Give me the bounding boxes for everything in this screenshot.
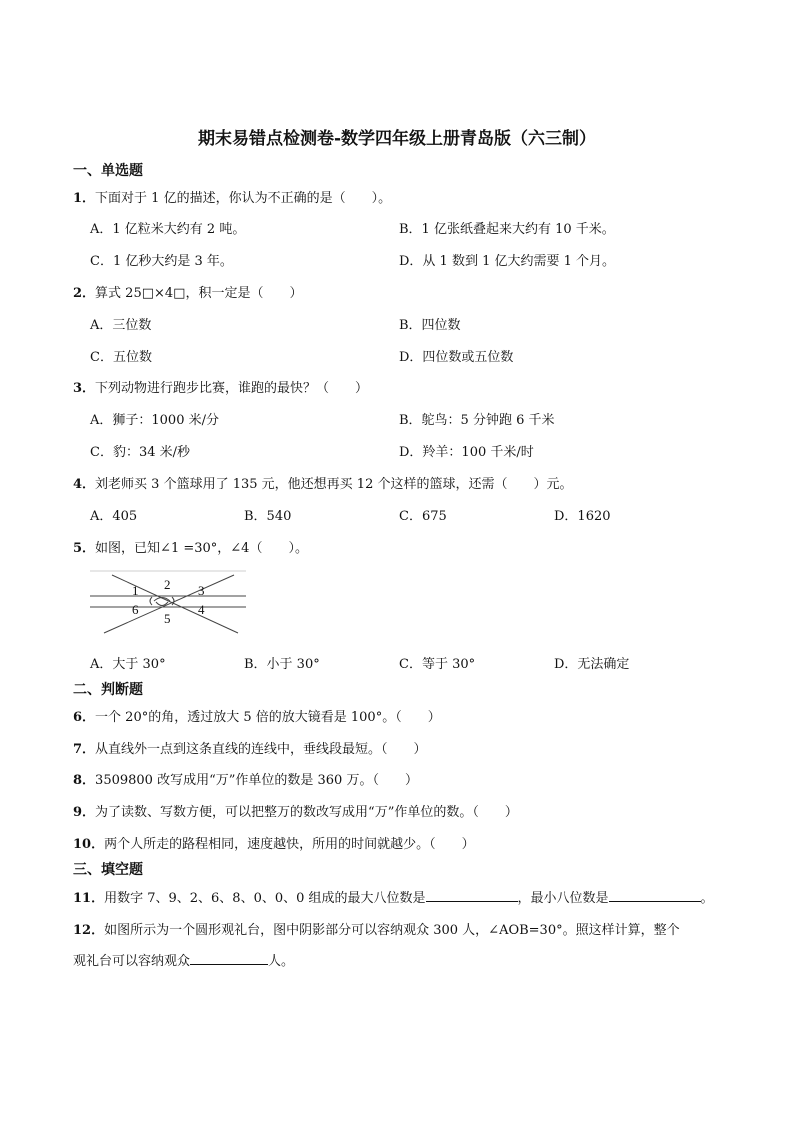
option-c: C．675 [399, 509, 447, 524]
option-a: A．三位数 [90, 318, 152, 333]
option-a: A．405 [90, 509, 138, 524]
question-text: 如图，已知∠1 =30°，∠4（ ）。 [95, 541, 308, 556]
question-12 [73, 919, 680, 938]
option-c: C．豹：34 米/秒 [90, 445, 191, 460]
option-a: A．大于 30° [90, 657, 166, 672]
question-text: 下面对于 1 亿的描述，你认为不正确的是（ ）。 [95, 191, 392, 206]
question-12-continued [73, 950, 294, 969]
angle-label-3: 3 [198, 583, 205, 598]
question-4 [73, 473, 572, 492]
question-number: 1． [73, 191, 96, 206]
angle-label-6: 6 [132, 602, 139, 617]
question-text: 观礼台可以容纳观众 [73, 954, 191, 969]
option-c: C．等于 30° [399, 657, 476, 672]
option-d: D．四位数或五位数 [399, 350, 514, 365]
question-number: 3． [73, 381, 96, 396]
question-11 [73, 887, 714, 906]
option-b: B．1 亿张纸叠起来大约有 10 千米。 [399, 222, 615, 237]
question-8 [73, 769, 418, 788]
question-text: 一个 20°的角，透过放大 5 倍的放大镜看是 100°。（ ） [95, 710, 441, 725]
question-text: 两个人所走的路程相同，速度越快，所用的时间就越少。（ ） [104, 837, 475, 852]
answer-blank[interactable] [190, 952, 268, 965]
question-6 [73, 706, 441, 725]
question-1 [73, 187, 391, 206]
section-heading-true-false: 二、判断题 [73, 682, 143, 698]
page-title: 期末易错点检测卷-数学四年级上册青岛版（六三制） [197, 129, 597, 149]
option-b: B．鸵鸟：5 分钟跑 6 千米 [399, 413, 555, 428]
option-c: C．五位数 [90, 350, 152, 365]
question-number: 11． [73, 891, 105, 906]
angle-arc [150, 597, 152, 605]
question-3 [73, 377, 368, 396]
angle-label-1: 1 [132, 583, 139, 598]
question-text: 从直线外一点到这条直线的连线中，垂线段最短。（ ） [95, 742, 427, 757]
question-number: 7． [73, 742, 96, 757]
question-text: 算式 25□×4□，积一定是（ ） [95, 286, 303, 301]
question-number: 10． [73, 837, 105, 852]
question-text: 3509800 改写成用“万”作单位的数是 360 万。（ ） [95, 773, 418, 788]
question-number: 9． [73, 805, 96, 820]
option-b: B．小于 30° [244, 657, 320, 672]
question-number: 2． [73, 286, 96, 301]
option-d: D．无法确定 [554, 657, 630, 672]
option-a: A．1 亿粒米大约有 2 吨。 [90, 222, 246, 237]
question-text: 人。 [268, 954, 295, 969]
question-2 [73, 282, 302, 301]
question-text: 用数字 7、9、2、6、8、0、0、0 组成的最大八位数是 [104, 891, 426, 906]
question-text: 。 [700, 891, 714, 906]
question-5 [73, 537, 308, 556]
question-text: 刘老师买 3 个篮球用了 135 元，他还想再买 12 个这样的篮球，还需（ ）元。 [95, 477, 573, 492]
section-heading-fill-in: 三、填空题 [73, 862, 143, 878]
angle-label-2: 2 [164, 577, 171, 592]
question-number: 4． [73, 477, 96, 492]
option-a: A．狮子：1000 米/分 [90, 413, 219, 428]
question-9 [73, 801, 518, 820]
option-d: D．1620 [554, 509, 611, 524]
angle-label-4: 4 [198, 602, 205, 617]
question-number: 5． [73, 541, 96, 556]
option-b: B．四位数 [399, 318, 461, 333]
question-10 [73, 833, 475, 852]
question-text: ，最小八位数是 [517, 891, 609, 906]
question-number: 8． [73, 773, 96, 788]
crossing-line-down [112, 575, 238, 633]
option-c: C．1 亿秒大约是 3 年。 [90, 254, 233, 269]
question-text: 为了读数、写数方便，可以把整万的数改写成用“万”作单位的数。（ ） [95, 805, 518, 820]
angle-figure [90, 569, 246, 639]
question-7 [73, 738, 427, 757]
question-text: 下列动物进行跑步比赛，谁跑的最快？（ ） [95, 381, 369, 396]
answer-blank[interactable] [426, 889, 518, 902]
option-b: B．540 [244, 509, 292, 524]
angle-label-5: 5 [164, 611, 171, 626]
section-heading-single-choice: 一、单选题 [73, 163, 143, 179]
question-number: 12． [73, 923, 105, 938]
answer-blank[interactable] [609, 889, 701, 902]
question-text: 如图所示为一个圆形观礼台，图中阴影部分可以容纳观众 300 人，∠AOB=30°。照这样计算，整个 [104, 923, 680, 938]
option-d: D．羚羊：100 千米/时 [399, 445, 534, 460]
option-d: D．从 1 数到 1 亿大约需要 1 个月。 [399, 254, 616, 269]
question-number: 6． [73, 710, 96, 725]
